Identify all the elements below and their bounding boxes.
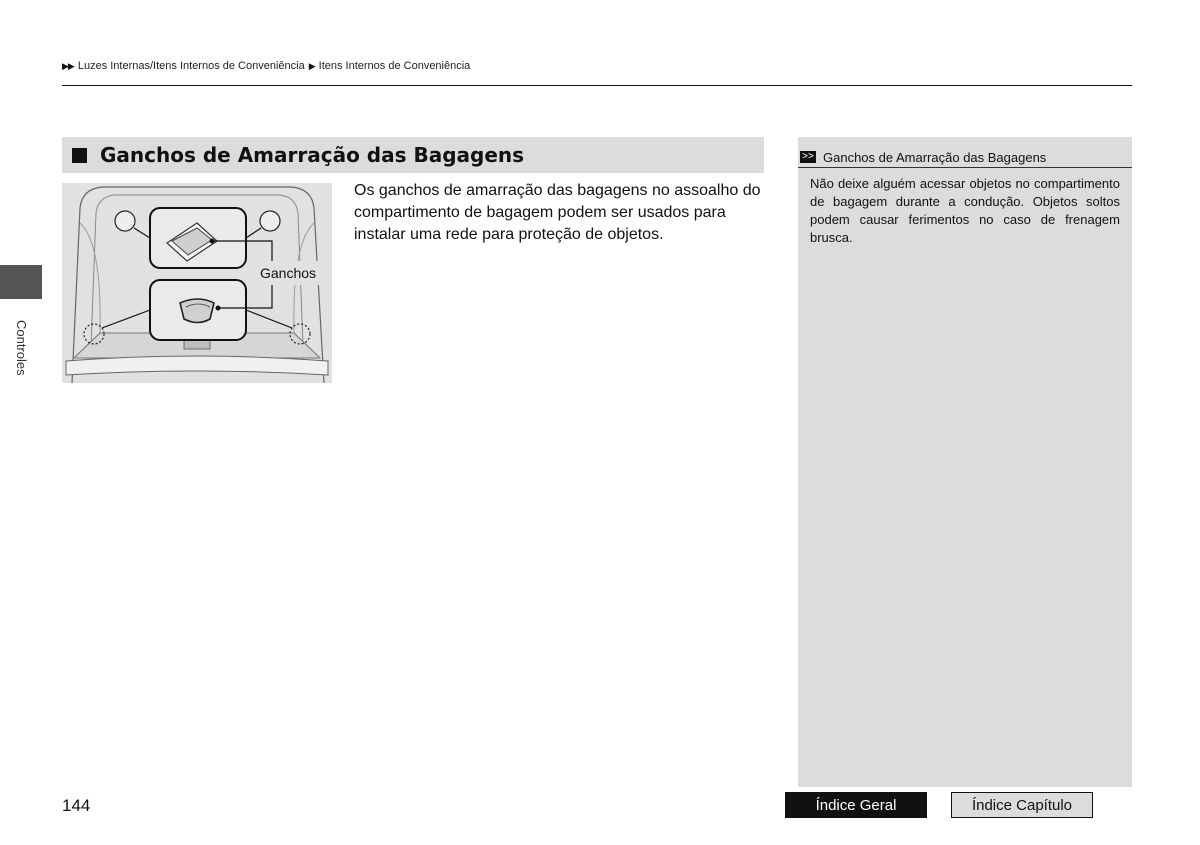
page-number: 144 (62, 796, 91, 815)
side-note-header (798, 147, 1132, 168)
header-divider (62, 85, 1132, 86)
body-paragraph: Os ganchos de amarração das bagagens no assoalho do compartimento de bagagem podem ser usados para instalar uma rede para proteção de objetos. (354, 182, 761, 243)
chapter-tab (0, 265, 42, 299)
breadcrumb-item-lights[interactable]: Luzes Internas/Itens Internos de Conveniência (77, 60, 305, 72)
side-note-text: Não deixe alguém acessar objetos no compartimento de bagagem durante a condução. Objetos soltos podem causar ferimentos no caso de frenagem brusca. (810, 176, 1120, 245)
index-general-button[interactable]: Índice Geral (785, 792, 927, 818)
section-header (62, 137, 764, 173)
breadcrumb-item-convenience[interactable]: Itens Internos de Conveniência (318, 60, 471, 72)
hooks-callout-label: Ganchos (260, 265, 317, 281)
double-chevron-icon: >> (800, 151, 816, 163)
section-title: Ganchos de Amarração das Bagagens (100, 143, 525, 167)
side-note-panel (798, 137, 1132, 787)
breadcrumb-marker-icon: ▶▶ (62, 60, 74, 71)
index-chapter-button[interactable]: Índice Capítulo (951, 792, 1093, 818)
section-square-icon (72, 148, 87, 163)
side-note-title: Ganchos de Amarração das Bagagens (823, 149, 1047, 165)
breadcrumb-separator-icon: ▶ (308, 60, 315, 71)
breadcrumb (62, 58, 470, 74)
chapter-tab-label: Controles (14, 320, 29, 376)
cargo-area-illustration (62, 183, 332, 383)
cargo-area-drawing (62, 183, 332, 383)
